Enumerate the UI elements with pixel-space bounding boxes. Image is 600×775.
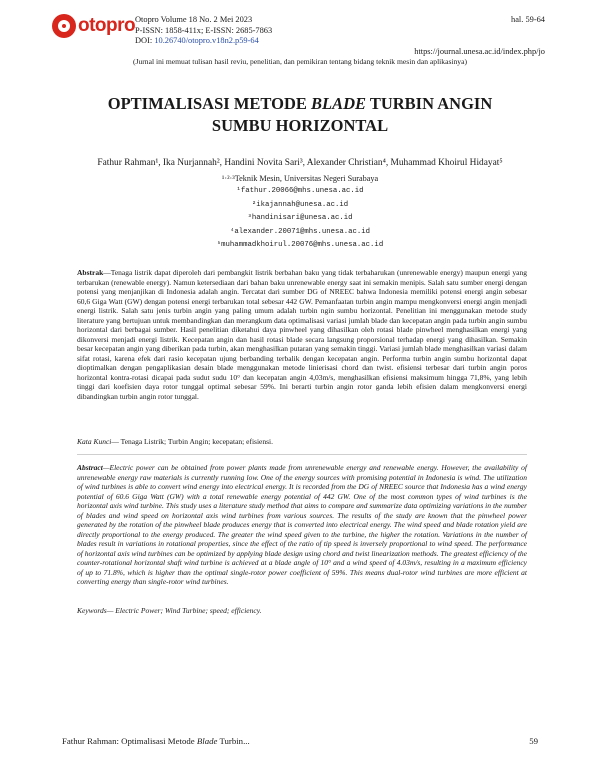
kata-kunci-label: Kata Kunci: [77, 437, 112, 446]
volume-line: Otopro Volume 18 No. 2 Mei 2023: [135, 15, 253, 24]
journal-info: [135, 15, 272, 47]
abstrak-label: Abstrak: [77, 268, 104, 277]
title-text: TURBIN ANGIN: [366, 94, 493, 113]
keywords: [77, 606, 527, 615]
author-list: Fathur Rahman¹, Ika Nurjannah², Handini Novita Sari³, Alexander Christian⁴, Muhammad Khoirul Hidayat⁵: [97, 158, 503, 168]
email-item: ⁴alexander.20071@mhs.unesa.ac.id: [229, 227, 371, 236]
section-divider: [77, 454, 527, 455]
abstrak-text: —Tenaga listrik dapat diperoleh dari pembangkit listrik berbahan baku yang tidak terbaharukan (unrenewable energy) maupun energi yang terbarukan (renewable energy). Namun ketersediaan dari bahan baku unrenewable energy saat ini semakin menipis. Salah satu sumber energi dengan potensi yang menjanjikan di Indonesia adalah angin. Tercatat dari sumber DG of NREEC bahwa Indonesia memiliki potensi energi angin sebesar 60,6 Giga Watt (GW) dengan potensi energi terbarukan total sebesar 442 GW. Pemanfaatan turbin angin mampu mengkonversi energi angin menjadi energi listrik. Salah satu jenis turbin angin yang paling umum adalah turbin ngin sumbu horizontal. Penelitian ini menggunakan metode study literature yang bertujuan untuk membandingkan dan merangkum data optimalisasi variasi jumlah blade dan kecepatan angin pada turbin angin sumbu horizontal dari berbagai sumber. Hasil penelitian diketahui daya pinwheel yang dihasilkan oleh rotasi blade pinwheel menghasilkan energi yang dikonversi menjadi energi listrik. Kecepatan angin dan hasil rotasi blade secara langsung proporsional terhadap energi yang dihasilkan. Semakin besar kecepatan angin yang diberikan pada turbin, akan menghasilkan putaran yang semakin tinggi. Variasi jumlah blade menghasilkan variasi dalam sifat rotasi, karena efek dari rasio kecepatan ujung berbanding terbalik dengan kecepatan angin. Performa turbin angin sumbu horizontal dapat dioptimalkan dengan pengaplikasian desain blade menggunakan metode linierisasi chord dan twist. efisiensi terbesar dari turbin angin poros horizontal kontra-rotasi dicapai pada sudut sudu 10° dan kecepatan angin 4,03m/s, menghasilkan efisiensi maksimum hingga 71,8%, yang lebih tinggi dari koefisien daya rotor tunggal optimal sebesar 59%. Ini berarti turbin angin rotor ganda lebih efisien dalam mengkonversi energi dibandingkan turbin angin rotor tunggal.: [77, 268, 527, 401]
issn-line: P-ISSN: 1858-411x; E-ISSN: 2685-7863: [135, 25, 273, 35]
footer-text: Turbin...: [217, 736, 250, 746]
kata-kunci: [77, 437, 527, 446]
abstract-label: Abstract: [77, 463, 103, 472]
paper-title: [60, 93, 540, 137]
kata-kunci-text: — Tenaga Listrik; Turbin Angin; kecepatan; efisiensi.: [111, 437, 273, 446]
email-item: ³handinisari@unesa.ac.id: [247, 214, 353, 222]
title-italic-term: BLADE: [311, 94, 367, 113]
title-line-1: [60, 93, 540, 115]
email-list: [0, 185, 600, 253]
abstrak-indonesian: [77, 268, 527, 401]
page-range: hal. 59-64: [511, 15, 545, 24]
email-item: ¹fathur.20066@mhs.unesa.ac.id: [236, 187, 364, 195]
email-item: ²ikajannah@unesa.ac.id: [251, 200, 349, 209]
journal-url[interactable]: https://journal.unesa.ac.id/index.php/jo: [414, 46, 545, 56]
journal-meta: [414, 15, 545, 57]
footer-text: Fathur Rahman: Optimalisasi Metode: [62, 736, 197, 746]
abstract-english: [77, 463, 527, 587]
affiliation: ¹·²·³Teknik Mesin, Universitas Negeri Surabaya: [221, 174, 379, 183]
title-line-2: SUMBU HORIZONTAL: [211, 116, 389, 135]
doi-label: DOI:: [135, 36, 153, 45]
gear-logo-icon: [52, 14, 76, 38]
journal-scope-note: (Jurnal ini memuat tulisan hasil reviu, penelitian, dan pemikiran tentang bidang teknik mesin dan aplikasinya): [132, 57, 468, 66]
footer-italic-term: Blade: [196, 736, 218, 746]
logo-text: otopro: [78, 15, 136, 36]
email-item: ⁵muhammadkhoirul.20076@mhs.unesa.ac.id: [216, 241, 384, 249]
page-number: 59: [529, 736, 538, 746]
keywords-text: — Electric Power; Wind Turbine; speed; efficiency.: [106, 606, 262, 615]
doi-line: [135, 36, 272, 47]
journal-logo: [52, 14, 136, 40]
abstract-text: —Electric power can be obtained from power plants made from unrenewable energy and renewable energy. However, the availability of unrenewable energy raw materials is currently running low. One of the energy sources with promising potential in Indonesia is wind. The utilization of wind turbines is able to convert wind energy into electrical energy. It is recorded from the DG of NREEC source that Indonesia has a wind energy potential of 60.6 Giga Watt (GW) with a total renewable energy potential of 442 GW. One of the most common types of wind turbines is the horizontal axis wind turbine. This study uses a literature study method that aims to compare and summarize data optimizing variations in the number of blades and wind speed on horizontal axis wind turbines from various sources. The results of the study are known that the pinwheel power generated by the rotation of the pinwheel blade produces energy that is converted into electrical energy. The wind speed and blade rotation yield are directly proportional to the energy produced. The greater the wind speed given to the turbine, the higher the rotation. Variations in the number of blades result in variations in rotational properties, since the effect of the ratio of tip speed is inversely proportional to wind speed. The performance of horizontal axis wind turbines can be optimized by applying blade design using chord and twist linearization methods. The greatest efficiency of the counter-rotational horizontal shaft wind turbine is achieved at a blade angle of 10° and a wind speed of 4.03m/s, resulting in a maximum efficiency of up to 71.8%, which is higher than the optimal single-rotor power coefficient of 59%. This means dual-rotor wind turbines are more efficient at converting energy than single-rotor wind turbines.: [77, 463, 527, 586]
keywords-label: Keywords: [77, 606, 107, 615]
running-footer: [62, 736, 250, 746]
doi-link[interactable]: 10.26740/otopro.v18n2.p59-64: [154, 36, 259, 45]
title-text: OPTIMALISASI METODE: [107, 94, 311, 113]
